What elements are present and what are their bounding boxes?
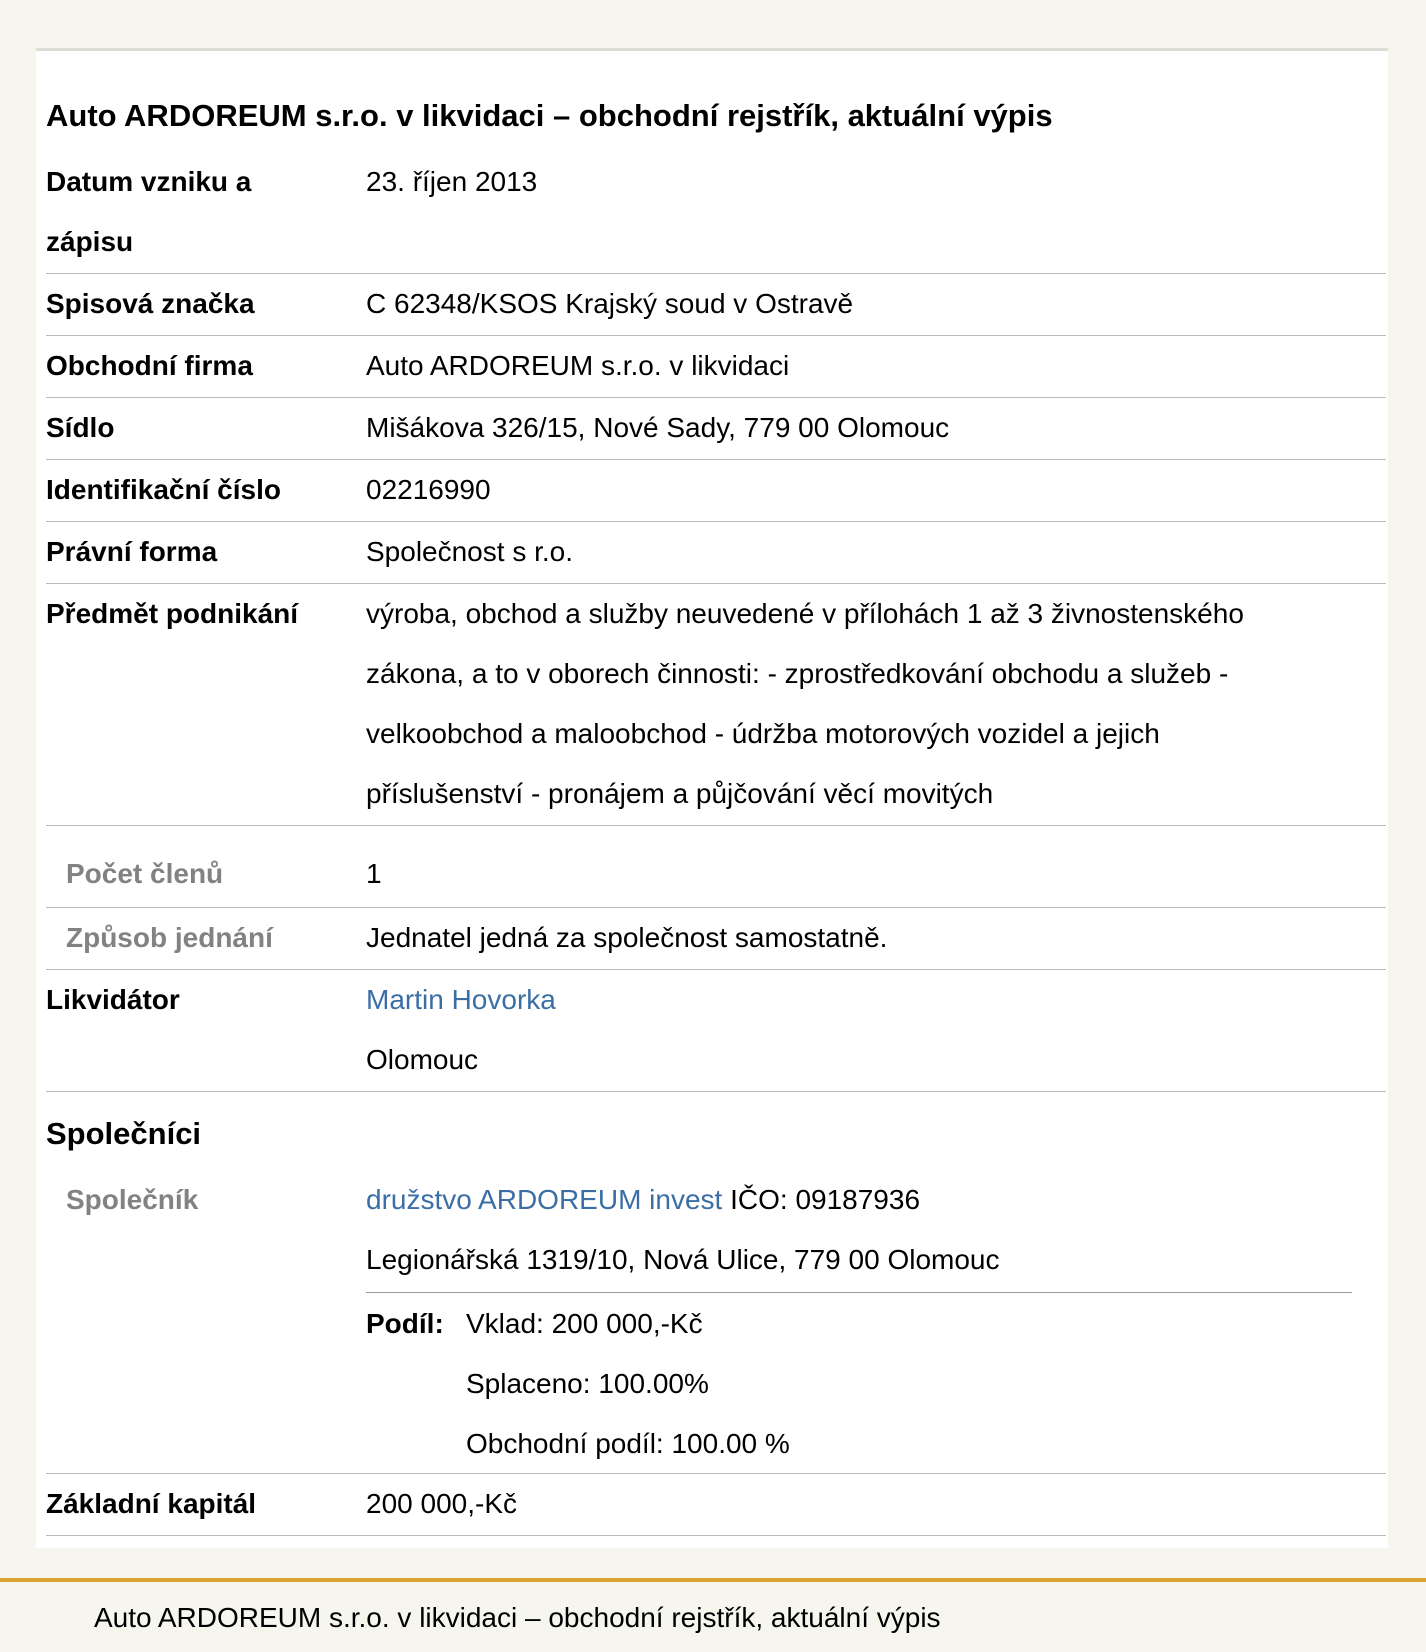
- predmet-line: příslušenství - pronájem a půjčování věcí movitých: [366, 778, 994, 809]
- sidlo-value: Mišákova 326/15, Nové Sady, 779 00 Olomouc: [366, 412, 950, 443]
- row-pocet-clenu: [46, 826, 1386, 908]
- spolecnik-address: Legionářská 1319/10, Nová Ulice, 779 00 Olomouc: [366, 1244, 1000, 1275]
- ico-label: Identifikační číslo: [46, 474, 281, 505]
- zpusob-label: Způsob jednání: [66, 922, 273, 953]
- likvidator-label: Likvidátor: [46, 984, 180, 1015]
- row-datum-vzniku: [46, 152, 1386, 274]
- podil-splaceno: Splaceno: 100.00%: [466, 1368, 709, 1399]
- row-spisova-znacka: [46, 274, 1386, 336]
- spolecnik-ico: IČO: 09187936: [722, 1184, 921, 1215]
- sidlo-label: Sídlo: [46, 412, 115, 443]
- zpusob-value: Jednatel jedná za společnost samostatně.: [366, 922, 888, 953]
- datum-value: 23. říjen 2013: [366, 166, 538, 197]
- spolecnik-link[interactable]: družstvo ARDOREUM invest: [366, 1184, 723, 1215]
- datum-label-line2: zápisu: [46, 226, 134, 257]
- pocet-label: Počet členů: [66, 858, 224, 889]
- predmet-label: Předmět podnikání: [46, 598, 299, 629]
- kapital-value: 200 000,-Kč: [366, 1488, 517, 1519]
- row-zpusob-jednani: [46, 908, 1386, 970]
- row-zakladni-kapital: [46, 1474, 1386, 1536]
- spisova-value: C 62348/KSOS Krajský soud v Ostravě: [366, 288, 854, 319]
- likvidator-city: Olomouc: [366, 1044, 479, 1075]
- podil-obchodni: Obchodní podíl: 100.00 %: [466, 1428, 790, 1459]
- podil-vklad: Vklad: 200 000,-Kč: [466, 1308, 703, 1339]
- podil-label: Podíl:: [366, 1308, 444, 1339]
- spolecnik-name-line: [366, 1170, 1366, 1230]
- kapital-label: Základní kapitál: [46, 1488, 257, 1519]
- spisova-label: Spisová značka: [46, 288, 255, 319]
- row-sidlo: [46, 398, 1386, 460]
- predmet-line: velkoobchod a maloobchod - údržba motorových vozidel a jejich: [366, 718, 1160, 749]
- row-likvidator: [46, 970, 1386, 1092]
- row-predmet-podnikani: [46, 584, 1386, 826]
- footer-text: Auto ARDOREUM s.r.o. v likvidaci – obchodní rejstřík, aktuální výpis: [94, 1602, 941, 1633]
- footer-bar: [0, 1578, 1426, 1652]
- likvidator-link[interactable]: Martin Hovorka: [366, 984, 556, 1015]
- firma-label: Obchodní firma: [46, 350, 253, 381]
- predmet-line: zákona, a to v oborech činnosti: - zprostředkování obchodu a služeb -: [366, 658, 1229, 689]
- pocet-value: 1: [366, 858, 382, 889]
- row-obchodni-firma: [46, 336, 1386, 398]
- page-title: Auto ARDOREUM s.r.o. v likvidaci – obchodní rejstřík, aktuální výpis: [46, 98, 1053, 133]
- row-pravni-forma: [46, 522, 1386, 584]
- podil-divider: [366, 1292, 1352, 1293]
- row-spolecnik: [46, 1170, 1386, 1474]
- pravni-label: Právní forma: [46, 536, 218, 567]
- pravni-value: Společnost s r.o.: [366, 536, 574, 567]
- ico-value: 02216990: [366, 474, 491, 505]
- predmet-line: výroba, obchod a služby neuvedené v přílohách 1 až 3 živnostenského: [366, 598, 1244, 629]
- row-identifikacni-cislo: [46, 460, 1386, 522]
- datum-label-line1: Datum vzniku a: [46, 166, 252, 197]
- spolecnik-label: Společník: [66, 1184, 199, 1215]
- firma-value: Auto ARDOREUM s.r.o. v likvidaci: [366, 350, 790, 381]
- spolecnici-heading: Společníci: [46, 1116, 202, 1151]
